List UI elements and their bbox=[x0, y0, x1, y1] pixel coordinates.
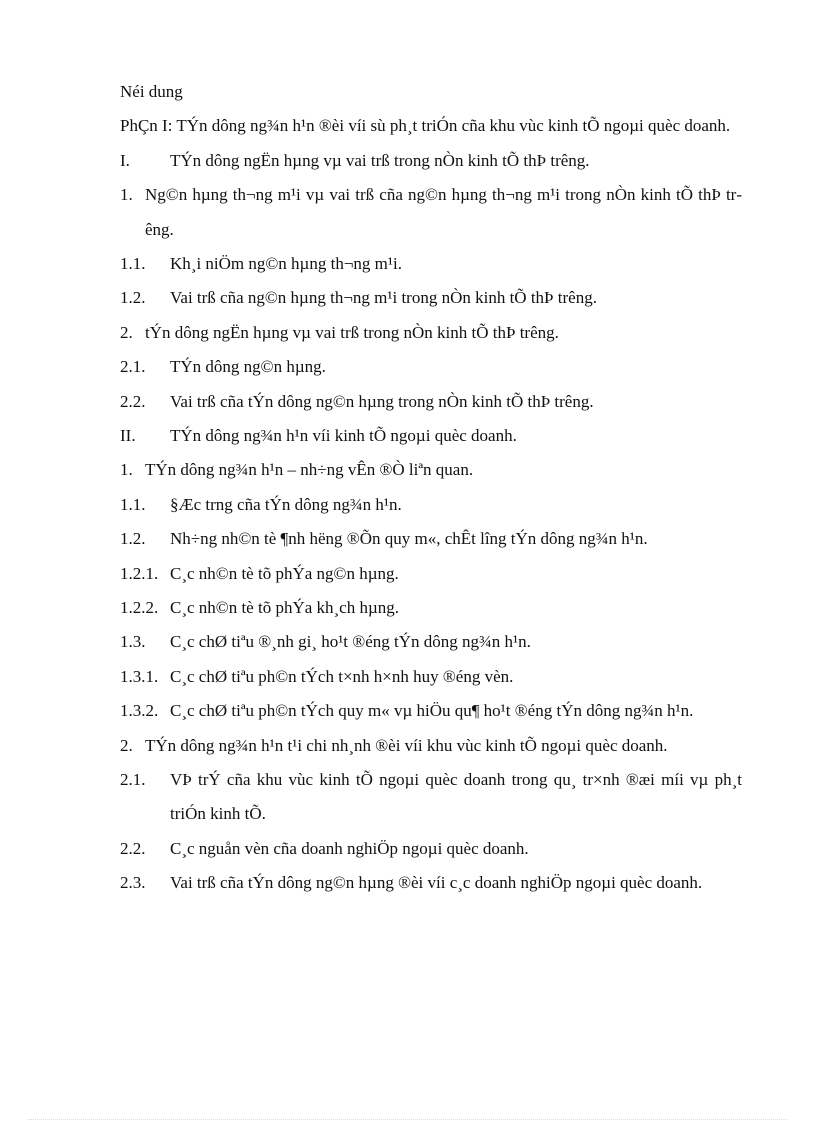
toc-text: TÝn dông ng¾n h¹n – nh÷ng vÊn ®Ò liªn quan. bbox=[145, 460, 474, 480]
toc-text: Ng©n hµng th¬ng m¹i vµ vai trß cña ng©n hµng th¬ng m¹i trong nÒn kinh tÕ thÞ trêng. bbox=[145, 185, 742, 239]
toc-number: II. bbox=[120, 425, 136, 445]
toc-number: 1.2. bbox=[120, 288, 146, 308]
toc-text: Vai trß cña tÝn dông ng©n hµng trong nÒn kinh tÕ thÞ trêng. bbox=[170, 391, 594, 411]
toc-entry bbox=[120, 866, 742, 900]
toc-number: 1.2.1. bbox=[120, 563, 159, 583]
toc-entry bbox=[120, 453, 742, 487]
toc-number: 2.2. bbox=[120, 838, 146, 858]
toc-entry bbox=[120, 522, 742, 556]
toc-text: C¸c nh©n tè tõ phÝa kh¸ch hµng. bbox=[170, 597, 400, 617]
toc-text: C¸c nguån vèn cña doanh nghiÖp ngoµi quèc doanh. bbox=[170, 838, 529, 858]
toc-entry bbox=[120, 281, 742, 315]
toc-text: VÞ trÝ cña khu vùc kinh tÕ ngoµi quèc doanh trong qu¸ tr×nh ®æi míi vµ ph¸t triÓn kinh tÕ. bbox=[170, 769, 742, 824]
toc-text: TÝn dông ngËn hµng vµ vai trß trong nÒn kinh tÕ thÞ trêng. bbox=[170, 150, 590, 170]
toc-text: C¸c chØ tiªu ®¸nh gi¸ ho¹t ®éng tÝn dông ng¾n h¹n. bbox=[170, 632, 531, 652]
toc-text: TÝn dông ng©n hµng. bbox=[170, 357, 326, 377]
toc-number: 1.3.1. bbox=[120, 666, 159, 686]
toc-entry bbox=[120, 488, 742, 522]
toc-entry bbox=[120, 625, 742, 659]
toc-number: 2. bbox=[120, 322, 133, 342]
toc-entry bbox=[120, 144, 742, 178]
toc-number: 1. bbox=[120, 460, 133, 480]
bottom-dotted-rule bbox=[28, 1119, 788, 1120]
toc-entry bbox=[120, 316, 742, 350]
toc-entry bbox=[120, 660, 742, 694]
toc-number: 2.1. bbox=[120, 357, 146, 377]
toc-number: 1.2.2. bbox=[120, 597, 159, 617]
toc-text: Kh¸i niÖm ng©n hµng th¬ng m¹i. bbox=[170, 254, 402, 274]
document-heading: Néi dung bbox=[120, 82, 183, 101]
toc-number: 2. bbox=[120, 735, 133, 755]
toc-number: 2.2. bbox=[120, 391, 146, 411]
toc-text: TÝn dông ng¾n h¹n víi kinh tÕ ngoµi quèc doanh. bbox=[170, 425, 517, 445]
toc-number: 1.3.2. bbox=[120, 701, 159, 721]
toc-entry bbox=[120, 694, 742, 728]
toc-entry bbox=[120, 832, 742, 866]
toc-entry bbox=[120, 419, 742, 453]
toc-entry bbox=[120, 247, 742, 281]
toc-entry bbox=[120, 591, 742, 625]
toc-number: 1. bbox=[120, 185, 133, 205]
toc-number: 1.1. bbox=[120, 254, 146, 274]
toc-entry bbox=[120, 557, 742, 591]
toc-entry bbox=[120, 763, 742, 832]
part-one-title: PhÇn I: TÝn dông ng¾n h¹n ®èi víi sù ph¸t triÓn cña khu vùc kinh tÕ ngoµi quèc doanh. bbox=[120, 116, 731, 136]
toc-number: 1.3. bbox=[120, 632, 146, 652]
toc-entry bbox=[120, 350, 742, 384]
toc-entry bbox=[120, 385, 742, 419]
toc-text: §Æc trng cña tÝn dông ng¾n h¹n. bbox=[170, 494, 402, 514]
toc-text: Nh÷ng nh©n tè ¶nh hëng ®Õn quy m«, chÊt lîng tÝn dông ng¾n h¹n. bbox=[170, 529, 648, 549]
toc-text: tÝn dông ngËn hµng vµ vai trß trong nÒn kinh tÕ thÞ trêng. bbox=[145, 322, 559, 342]
document-page bbox=[120, 75, 742, 901]
toc-number: 2.1. bbox=[120, 769, 146, 789]
toc-number: I. bbox=[120, 150, 130, 170]
toc-number: 1.2. bbox=[120, 529, 146, 549]
toc-number: 2.3. bbox=[120, 873, 146, 893]
toc-text: C¸c chØ tiªu ph©n tÝch t×nh h×nh huy ®éng vèn. bbox=[170, 666, 514, 686]
toc-text: C¸c nh©n tè tõ phÝa ng©n hµng. bbox=[170, 563, 399, 583]
toc-number: 1.1. bbox=[120, 494, 146, 514]
toc-entry bbox=[120, 729, 742, 763]
toc-text: TÝn dông ng¾n h¹n t¹i chi nh¸nh ®èi víi khu vùc kinh tÕ ngoµi quèc doanh. bbox=[145, 735, 668, 755]
toc-text: Vai trß cña tÝn dông ng©n hµng ®èi víi c¸c doanh nghiÖp ngoµi quèc doanh. bbox=[170, 873, 703, 893]
toc-text: C¸c chØ tiªu ph©n tÝch quy m« vµ hiÖu qu¶ ho¹t ®éng tÝn dông ng¾n h¹n. bbox=[170, 701, 694, 721]
toc-text: Vai trß cña ng©n hµng th¬ng m¹i trong nÒn kinh tÕ thÞ trêng. bbox=[170, 288, 597, 308]
toc-entry bbox=[120, 178, 742, 247]
